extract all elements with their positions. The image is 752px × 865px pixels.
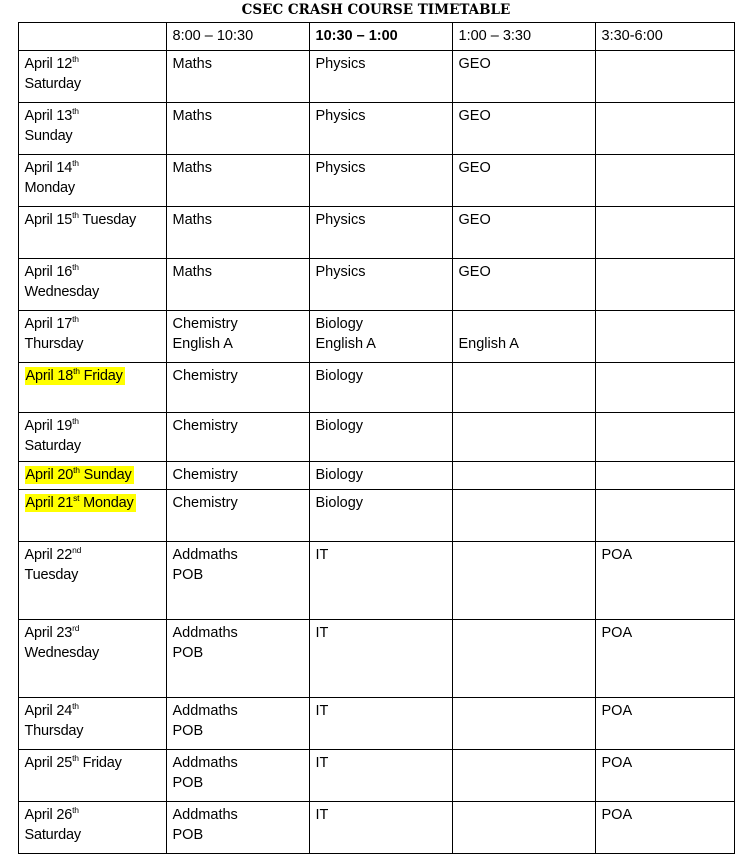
session-cell: [595, 51, 734, 103]
page-title: CSEC CRASH COURSE TIMETABLE: [241, 2, 511, 18]
session-cell: IT: [309, 542, 452, 620]
session-cell: English A: [452, 311, 595, 363]
table-row: [18, 802, 734, 854]
session-cell: Chemistry English A: [166, 311, 309, 363]
session-cell: POA: [595, 542, 734, 620]
day-cell: April 25th Friday: [18, 750, 166, 802]
session-cell: [452, 461, 595, 490]
session-cell: POA: [595, 698, 734, 750]
session-cell: Biology: [309, 413, 452, 461]
header-slot-4: 3:30-6:00: [595, 22, 734, 51]
session-cell: Addmaths POB: [166, 750, 309, 802]
session-cell: [595, 207, 734, 259]
day-cell: April 12th Saturday: [18, 51, 166, 103]
session-cell: Maths: [166, 51, 309, 103]
session-cell: [595, 259, 734, 311]
session-cell: Chemistry: [166, 413, 309, 461]
session-cell: Maths: [166, 259, 309, 311]
session-cell: Physics: [309, 207, 452, 259]
session-cell: IT: [309, 620, 452, 698]
session-cell: Addmaths POB: [166, 620, 309, 698]
session-cell: Maths: [166, 103, 309, 155]
session-cell: [595, 155, 734, 207]
table-row: [18, 461, 734, 490]
session-cell: [452, 413, 595, 461]
session-cell: IT: [309, 698, 452, 750]
session-cell: Biology: [309, 363, 452, 413]
session-cell: Chemistry: [166, 490, 309, 542]
table-row: [18, 542, 734, 620]
session-cell: [595, 490, 734, 542]
day-cell: April 14th Monday: [18, 155, 166, 207]
session-cell: GEO: [452, 51, 595, 103]
session-cell: Chemistry: [166, 363, 309, 413]
session-cell: [595, 413, 734, 461]
day-cell: April 23rd Wednesday: [18, 620, 166, 698]
day-cell: April 21st Monday: [18, 490, 166, 542]
day-cell: April 22nd Tuesday: [18, 542, 166, 620]
table-row: [18, 155, 734, 207]
header-slot-2: 10:30 – 1:00: [309, 22, 452, 51]
session-cell: Physics: [309, 259, 452, 311]
session-cell: Physics: [309, 103, 452, 155]
session-cell: Addmaths POB: [166, 802, 309, 854]
table-row: [18, 620, 734, 698]
session-cell: IT: [309, 802, 452, 854]
session-cell: Addmaths POB: [166, 698, 309, 750]
header-slot-1: 8:00 – 10:30: [166, 22, 309, 51]
session-cell: [595, 103, 734, 155]
session-cell: GEO: [452, 155, 595, 207]
day-cell: April 20th Sunday: [18, 461, 166, 490]
table-row: [18, 311, 734, 363]
timetable: [18, 22, 735, 854]
session-cell: Maths: [166, 207, 309, 259]
session-cell: POA: [595, 802, 734, 854]
day-cell: April 15th Tuesday: [18, 207, 166, 259]
table-row: [18, 207, 734, 259]
table-row: [18, 103, 734, 155]
day-cell: April 26th Saturday: [18, 802, 166, 854]
session-cell: [595, 363, 734, 413]
session-cell: Biology English A: [309, 311, 452, 363]
table-row: [18, 259, 734, 311]
session-cell: [595, 311, 734, 363]
session-cell: Chemistry: [166, 461, 309, 490]
session-cell: [452, 542, 595, 620]
timetable-body: [18, 51, 734, 854]
day-cell: April 16th Wednesday: [18, 259, 166, 311]
session-cell: Maths: [166, 155, 309, 207]
table-row: [18, 51, 734, 103]
header-row: [18, 22, 734, 51]
timetable-header: [18, 22, 734, 51]
table-row: [18, 413, 734, 461]
day-cell: April 13th Sunday: [18, 103, 166, 155]
session-cell: Physics: [309, 155, 452, 207]
header-day-column: [18, 22, 166, 51]
session-cell: GEO: [452, 103, 595, 155]
session-cell: [452, 698, 595, 750]
header-slot-3: 1:00 – 3:30: [452, 22, 595, 51]
session-cell: Addmaths POB: [166, 542, 309, 620]
day-cell: April 24th Thursday: [18, 698, 166, 750]
session-cell: [452, 750, 595, 802]
session-cell: Biology: [309, 490, 452, 542]
session-cell: Physics: [309, 51, 452, 103]
session-cell: [595, 461, 734, 490]
table-row: [18, 750, 734, 802]
table-row: [18, 363, 734, 413]
day-cell: April 18th Friday: [18, 363, 166, 413]
session-cell: [452, 363, 595, 413]
table-row: [18, 698, 734, 750]
session-cell: POA: [595, 750, 734, 802]
document-page: [0, 3, 752, 865]
session-cell: GEO: [452, 259, 595, 311]
table-row: [18, 490, 734, 542]
session-cell: POA: [595, 620, 734, 698]
day-cell: April 17th Thursday: [18, 311, 166, 363]
session-cell: Biology: [309, 461, 452, 490]
session-cell: [452, 620, 595, 698]
session-cell: [452, 802, 595, 854]
day-cell: April 19th Saturday: [18, 413, 166, 461]
session-cell: GEO: [452, 207, 595, 259]
session-cell: IT: [309, 750, 452, 802]
session-cell: [452, 490, 595, 542]
